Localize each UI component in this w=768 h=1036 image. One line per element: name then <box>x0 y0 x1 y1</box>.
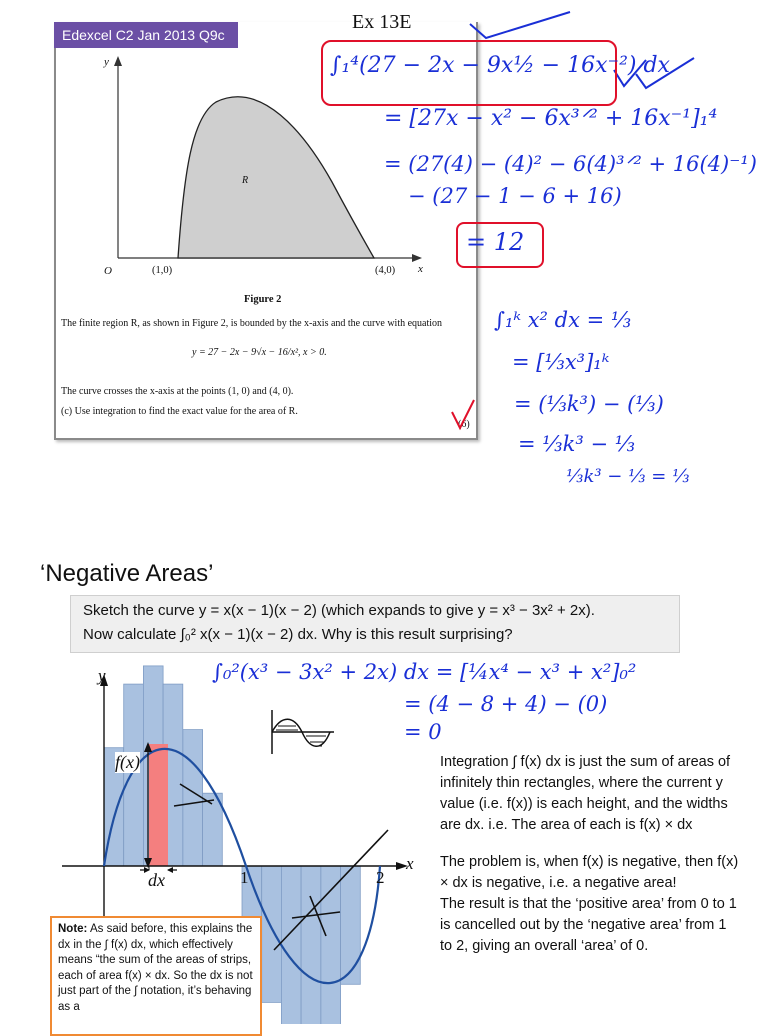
section-title: ‘Negative Areas’ <box>40 560 214 587</box>
graph-fx-label: f(x) <box>115 752 140 772</box>
note-box <box>50 916 262 1036</box>
working-line-1: ∫₁⁴(27 − 2x − 9x½ − 16x⁻²) dx <box>330 53 670 78</box>
working-line-2: = [27x − x² − 6x³ᐟ² + 16x⁻¹]₁⁴ <box>384 106 718 131</box>
graph-dx-label: dx <box>148 870 165 890</box>
exam-part-c: (c) Use integration to find the exact value for the area of R. <box>61 406 298 417</box>
tick-mark-icon <box>448 398 478 434</box>
explanation-para-1: Integration ∫ f(x) dx is just the sum of areas of infinitely thin rectangles, where the current y value (i.e. f(x)) is each height, and the widths are dx. i.e. The area of each is f(x) × dx <box>440 754 731 833</box>
explanation-para-2: The problem is, when f(x) is negative, then f(x) × dx is negative, i.e. a negative area! <box>440 854 739 891</box>
area-strip <box>203 793 223 866</box>
working2-line-4: = ⅓k³ − ⅓ <box>518 432 636 456</box>
highlight-strip <box>149 744 168 866</box>
working-answer: = 12 <box>466 228 525 256</box>
area-strip <box>341 866 361 984</box>
graph-tick-1: 1 <box>240 868 249 887</box>
exam-source-tag: Edexcel C2 Jan 2013 Q9c <box>54 22 238 48</box>
area-strip <box>183 730 203 866</box>
working2-line-3: = (⅓k³) − (⅓) <box>514 392 664 416</box>
explanation-block <box>440 752 740 973</box>
neg-working-2: = (4 − 8 + 4) − (0) <box>404 692 608 716</box>
region-r-shape <box>178 97 374 258</box>
area-strip <box>124 684 144 866</box>
exam-origin: O <box>104 265 112 277</box>
graph-tick-2: 2 <box>376 868 385 887</box>
explanation-para-3: The result is that the ‘positive area’ from 0 to 1 is cancelled out by the ‘negative area’ from 1 to 2, giving an overall ‘area’ of 0. <box>440 896 737 954</box>
note-text: As said before, this explains the dx in the ∫ f(x) dx, which effectively means “the sum of the areas of strips, each of area f(x) × dx. So the dx is not just part of the ∫ notation, it’s behaving as a <box>58 923 253 1013</box>
neg-working-3: = 0 <box>404 720 442 744</box>
area-strip <box>262 866 282 1002</box>
exam-figure-caption: Figure 2 <box>244 294 282 305</box>
graph-y-label: y <box>98 666 106 685</box>
working2-line-1: ∫₁ᵏ x² dx = ⅓ <box>494 308 632 332</box>
working2-line-2: = [⅓x³]₁ᵏ <box>512 350 610 374</box>
area-strip <box>301 866 321 1024</box>
exam-region-label: R <box>242 175 249 186</box>
working-line-3: = (27(4) − (4)² − 6(4)³ᐟ² + 16(4)⁻¹) <box>384 152 757 176</box>
exam-point-a: (1,0) <box>152 265 173 276</box>
note-label: Note: <box>58 923 88 935</box>
exercise-heading: Ex 13E <box>352 11 412 33</box>
exam-axis-x: x <box>418 263 423 275</box>
graph-x-label: x <box>406 854 414 873</box>
exam-axis-y: y <box>104 56 109 68</box>
exam-point-b: (4,0) <box>375 265 396 276</box>
working-line-4: − (27 − 1 − 6 + 16) <box>408 184 622 208</box>
task-line-1: Sketch the curve y = x(x − 1)(x − 2) (which expands to give y = x³ − 3x² + 2x). <box>83 602 595 619</box>
working2-line-5: ⅓k³ − ⅓ = ⅓ <box>566 466 690 487</box>
exam-text-1: The finite region R, as shown in Figure 2, is bounded by the x-axis and the curve with equation <box>61 318 443 329</box>
task-box <box>70 595 680 653</box>
exam-equation: y = 27 − 2x − 9√x − 16/x², x > 0. <box>192 347 327 358</box>
exam-text-2: The curve crosses the x-axis at the points (1, 0) and (4, 0). <box>61 386 294 397</box>
exam-marks: (6) <box>458 419 470 430</box>
task-line-2: Now calculate ∫₀² x(x − 1)(x − 2) dx. Why is this result surprising? <box>83 626 513 643</box>
neg-working-1: ∫₀²(x³ − 3x² + 2x) dx = [¼x⁴ − x³ + x²]₀² <box>212 660 637 684</box>
tick-mark-icon <box>460 6 580 42</box>
area-strip <box>281 866 301 1024</box>
